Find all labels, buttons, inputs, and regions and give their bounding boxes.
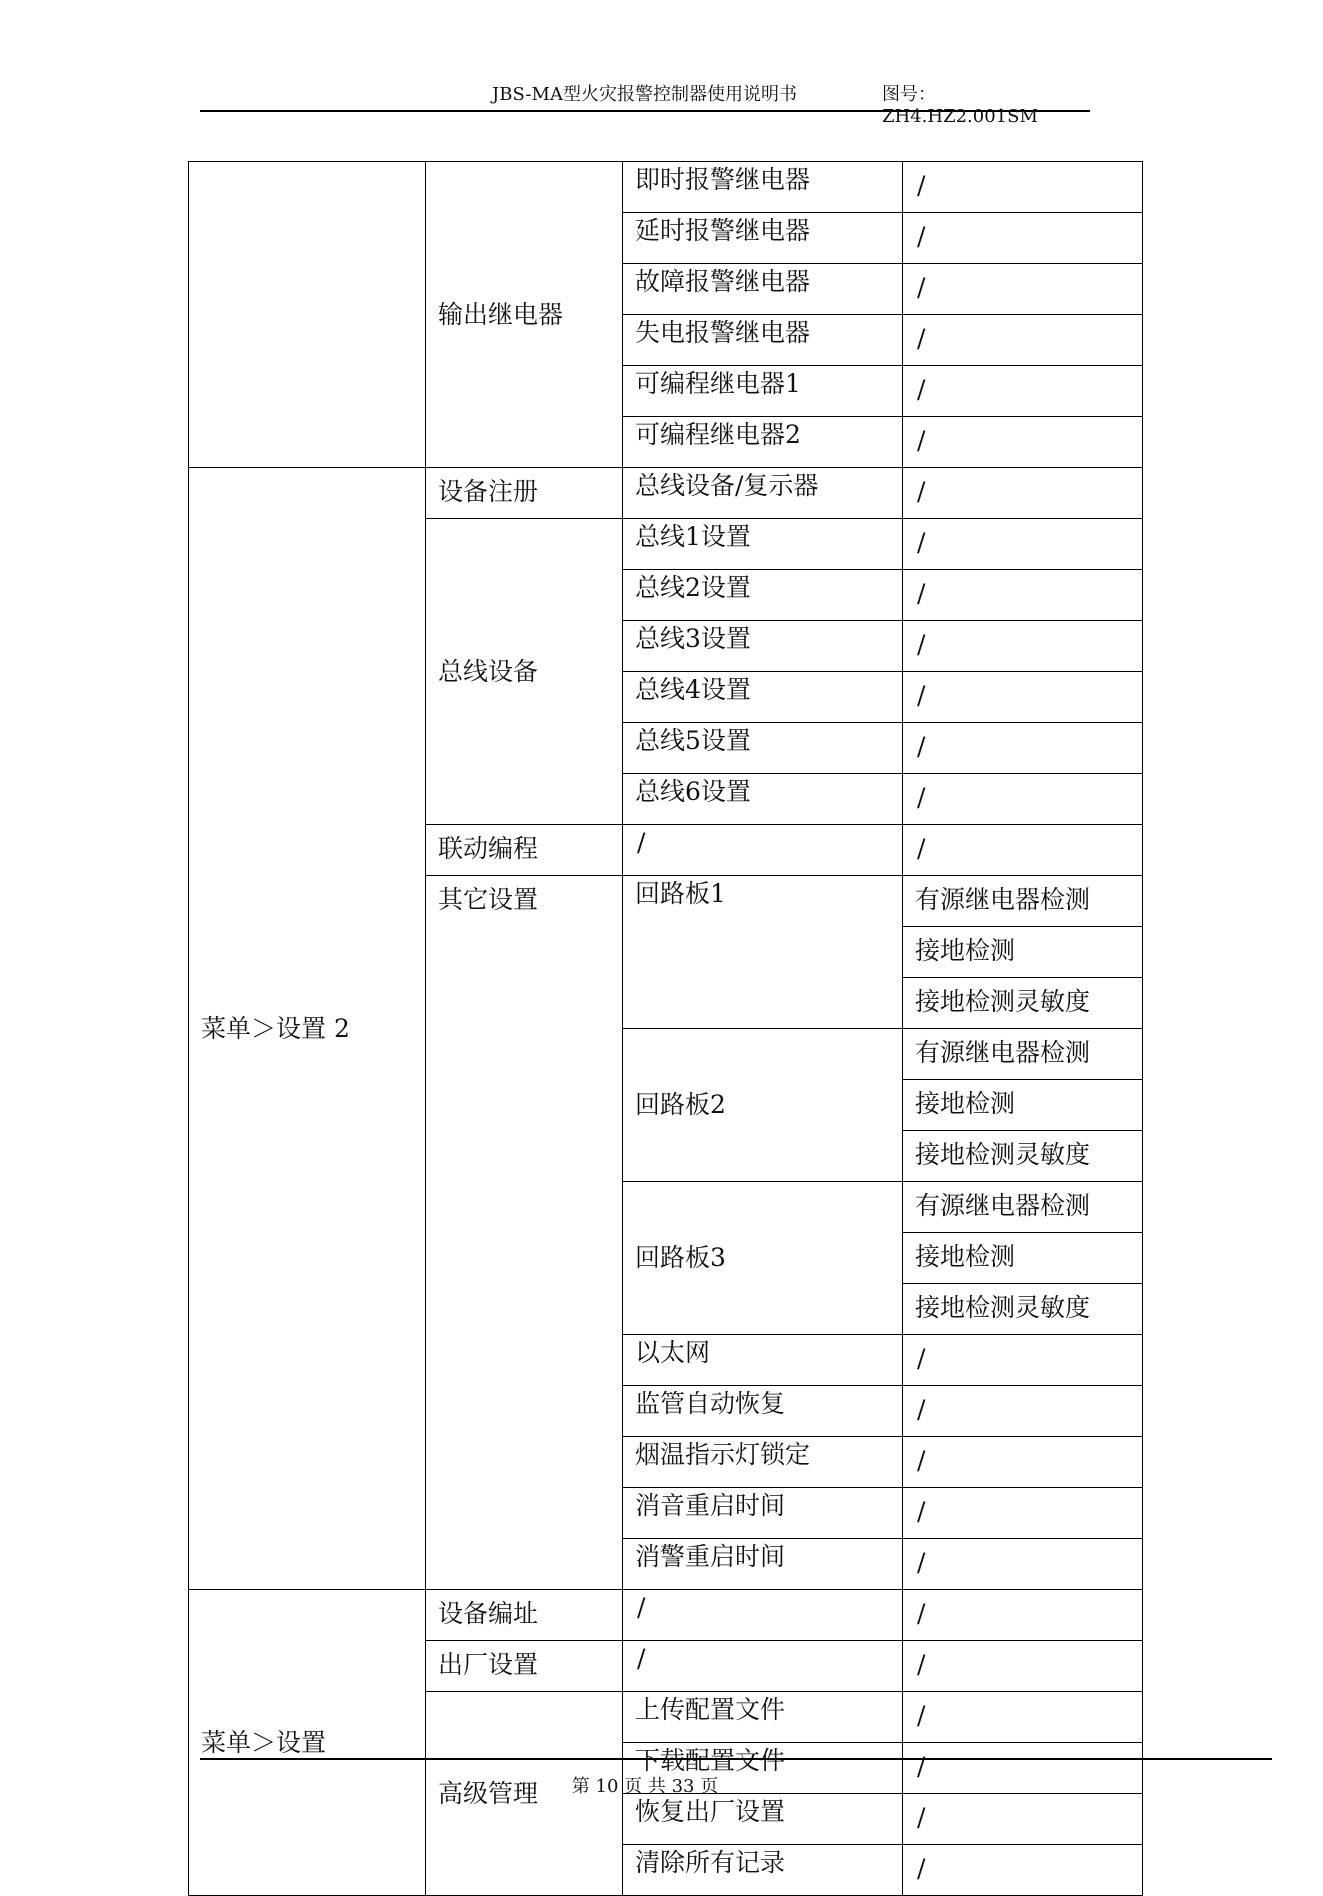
menu-level-2-relay: 输出继电器 [426,162,623,468]
menu-level-3-item: 监管自动恢复 [623,1386,903,1437]
menu-level-4-none: / [903,1386,1143,1437]
menu-level-3-loop-board: 回路板2 [623,1029,903,1182]
menu-level-2-bus-devices: 总线设备 [426,519,623,825]
menu-level-2-device-register: 设备注册 [426,468,623,519]
menu-level-4-none: / [903,1794,1143,1845]
menu-level-3-item: 烟温指示灯锁定 [623,1437,903,1488]
menu-level-3-item: 总线设备/复示器 [623,468,903,519]
menu-level-1-settings: 菜单＞设置 [189,1590,426,1896]
menu-level-2-device-addressing: 设备编址 [426,1590,623,1641]
menu-level-4-none: / [903,213,1143,264]
menu-level-3-item: 以太网 [623,1335,903,1386]
menu-level-4-item: 有源继电器检测 [903,1029,1143,1080]
menu-level-2-factory-settings: 出厂设置 [426,1641,623,1692]
menu-level-3-item: 清除所有记录 [623,1845,903,1896]
menu-level-4-none: / [903,366,1143,417]
menu-structure-table [188,161,1143,1896]
table-row [189,162,1143,213]
menu-level-3-none: / [623,1590,903,1641]
menu-level-4-item: 接地检测 [903,1233,1143,1284]
menu-level-3-item: 总线6设置 [623,774,903,825]
menu-level-4-none: / [903,723,1143,774]
menu-level-3-item: 下载配置文件 [623,1743,903,1794]
menu-level-3-item: 总线3设置 [623,621,903,672]
menu-level-4-none: / [903,774,1143,825]
menu-level-4-none: / [903,570,1143,621]
menu-level-4-none: / [903,1335,1143,1386]
table-row [189,1590,1143,1641]
menu-level-2-advanced-management: 高级管理 [426,1692,623,1896]
menu-level-4-item: 接地检测灵敏度 [903,1284,1143,1335]
menu-level-1-settings-2: 菜单＞设置 2 [189,468,426,1590]
menu-level-4-none: / [903,1692,1143,1743]
menu-level-3-item: 可编程继电器1 [623,366,903,417]
menu-level-3-item: 恢复出厂设置 [623,1794,903,1845]
menu-level-3-item: 总线4设置 [623,672,903,723]
menu-level-4-none: / [903,1590,1143,1641]
menu-level-3-none: / [623,1641,903,1692]
menu-level-4-none: / [903,1488,1143,1539]
menu-level-3-item: 即时报警继电器 [623,162,903,213]
menu-level-3-loop-board: 回路板3 [623,1182,903,1335]
menu-level-4-none: / [903,621,1143,672]
menu-level-3-item: 总线5设置 [623,723,903,774]
menu-level-3-loop-board: 回路板1 [623,876,903,1029]
page-header [200,78,1090,127]
menu-level-4-none: / [903,672,1143,723]
menu-level-3-item: 故障报警继电器 [623,264,903,315]
menu-level-3-item: 总线1设置 [623,519,903,570]
menu-level-4-none: / [903,417,1143,468]
menu-level-4-none: / [903,1437,1143,1488]
menu-level-4-none: / [903,519,1143,570]
menu-level-3-item: 延时报警继电器 [623,213,903,264]
menu-level-4-none: / [903,315,1143,366]
menu-level-4-none: / [903,1845,1143,1896]
menu-level-3-item: 总线2设置 [623,570,903,621]
menu-level-3-item: 上传配置文件 [623,1692,903,1743]
table-row [189,468,1143,519]
document-title: JBS-MA型火灾报警控制器使用说明书 [492,84,797,105]
menu-level-3-item: 消警重启时间 [623,1539,903,1590]
menu-level-4-item: 接地检测 [903,1080,1143,1131]
page-number: 第 10 页 共 33 页 [571,1776,719,1797]
menu-level-3-none: / [623,825,903,876]
menu-level-4-item: 有源继电器检测 [903,876,1143,927]
footer-divider [200,1758,1272,1760]
menu-level-4-none: / [903,264,1143,315]
menu-level-4-none: / [903,468,1143,519]
menu-level-1-cell-empty [189,162,426,468]
menu-level-4-item: 接地检测灵敏度 [903,1131,1143,1182]
menu-level-3-item: 消音重启时间 [623,1488,903,1539]
menu-level-4-none: / [903,825,1143,876]
drawing-number: 图号：ZH4.HZ2.001SM [882,84,1038,127]
menu-level-4-item: 接地检测灵敏度 [903,978,1143,1029]
menu-level-4-none: / [903,1641,1143,1692]
menu-level-4-none: / [903,1743,1143,1794]
menu-level-3-item: 可编程继电器2 [623,417,903,468]
menu-level-2-other-settings: 其它设置 [426,876,623,1590]
menu-level-2-linkage-programming: 联动编程 [426,825,623,876]
menu-level-4-item: 有源继电器检测 [903,1182,1143,1233]
menu-level-3-item: 失电报警继电器 [623,315,903,366]
menu-level-4-item: 接地检测 [903,927,1143,978]
menu-level-4-none: / [903,1539,1143,1590]
menu-level-4-none: / [903,162,1143,213]
